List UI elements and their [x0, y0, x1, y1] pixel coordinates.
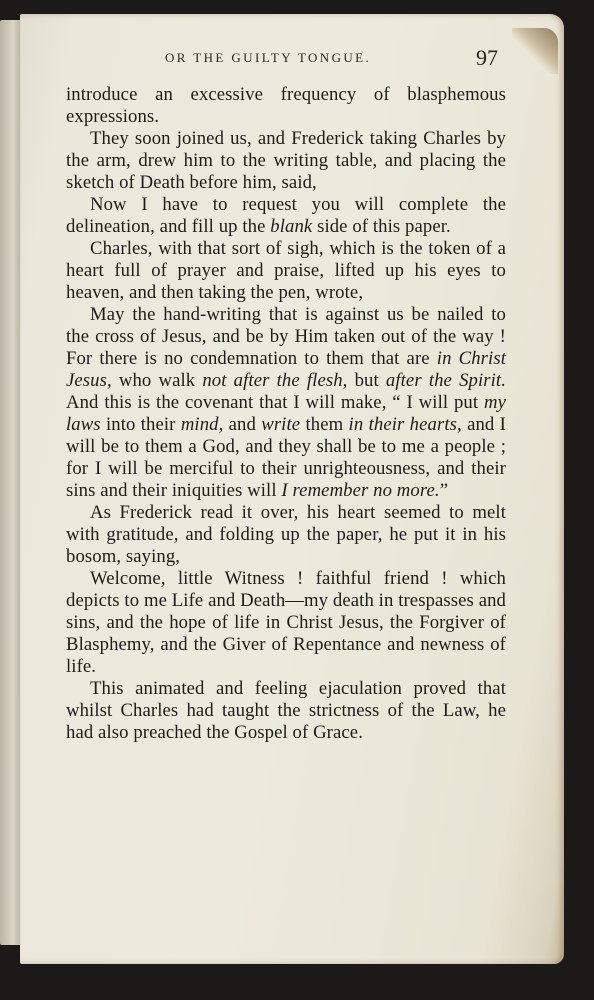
paragraph — [66, 194, 506, 238]
text-run: into their — [100, 414, 181, 435]
text-run: They soon joined us, and Frederick taking Charles by the arm, drew him to the writing table, and placing the sketch of Death before him, said, — [66, 128, 506, 193]
text-run: Now I have to request you will complete the delineation, and fill up the — [66, 194, 506, 237]
text-run: Charles, with that sort of sigh, which is the token of a heart full of prayer and praise, lifted up his eyes to heaven, and then taking the pen, wrote, — [66, 238, 506, 303]
italic-text: mind, — [180, 414, 224, 435]
body-text — [66, 84, 506, 744]
italic-text: not after the flesh, — [202, 370, 348, 391]
paragraph — [66, 304, 506, 502]
italic-text: I remember no more. — [281, 480, 440, 501]
text-run: and I will be to them a God, and they shall be to me a people ; for I will be merciful to their unrighteousness, and their sins and their iniquities will — [66, 414, 506, 501]
paragraph — [66, 678, 506, 744]
page-corner-wear — [512, 28, 558, 74]
text-run: Welcome, little Witness ! faithful friend ! which depicts to me Life and Death—my death in trespasses and sins, and the hope of life in Christ Jesus, the Forgiver of Blasphemy, and the Giver of Repentance and newness of life. — [66, 568, 506, 677]
paragraph — [66, 84, 506, 128]
text-run: ” — [439, 480, 449, 501]
text-run: As Frederick read it over, his heart seemed to melt with gratitude, and folding up the paper, he put it in his bosom, saying, — [66, 502, 506, 567]
text-run: them — [300, 414, 349, 435]
text-run: but — [347, 370, 386, 391]
text-run: who walk — [111, 370, 203, 391]
text-run: This animated and feeling ejaculation proved that whilst Charles had taught the strictness of the Law, he had also preached the Gospel of Grace. — [66, 678, 506, 743]
italic-text: after the Spirit. — [385, 370, 506, 391]
text-run: and — [223, 414, 262, 435]
paragraph — [66, 502, 506, 568]
page-number: 97 — [476, 45, 498, 70]
running-head: OR THE GUILTY TONGUE. — [165, 50, 372, 65]
text-run: And this is the covenant that I will make, “ I will put — [66, 392, 484, 413]
italic-text: my laws — [66, 392, 506, 435]
paragraph — [66, 238, 506, 304]
italic-text: in their hearts, — [348, 414, 462, 435]
paragraph — [66, 568, 506, 678]
italic-text: in Christ Jesus, — [66, 348, 506, 391]
text-run: introduce an excessive frequency of blasphemous expressions. — [66, 84, 506, 127]
italic-text: blank — [270, 216, 313, 237]
text-run: May the hand-writing that is against us be nailed to the cross of Jesus, and be by Him taken out of the way ! For there is no condemnation to them that are — [66, 304, 506, 369]
text-run: side of this paper. — [312, 216, 451, 237]
italic-text: write — [261, 414, 301, 435]
paragraph — [66, 128, 506, 194]
